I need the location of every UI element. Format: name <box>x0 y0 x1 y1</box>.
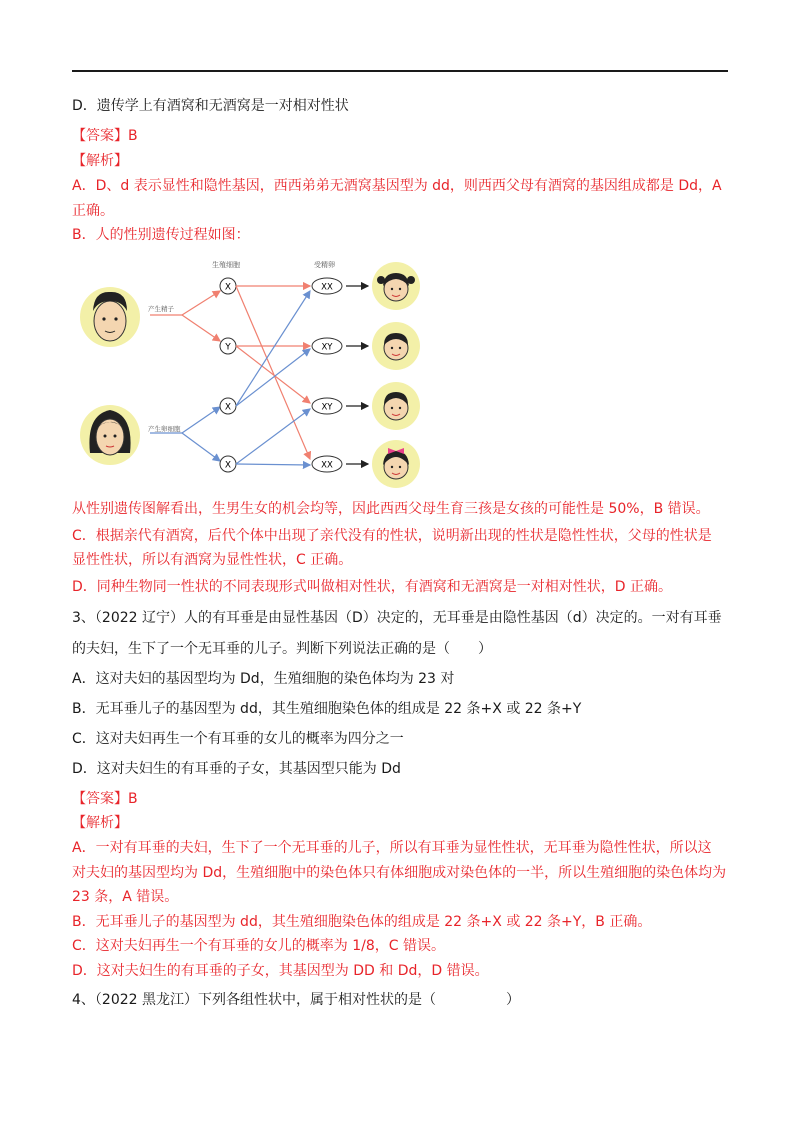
analysis2-d-line: D．这对夫妇生的有耳垂的子女，其基因型为 DD 和 Dd，D 错误。 <box>72 963 489 979</box>
egg-x-2 <box>220 456 236 472</box>
label-produce-egg: 产生卵细胞 <box>148 425 181 433</box>
zygote-xy-2 <box>312 398 342 414</box>
svg-text:X: X <box>224 402 232 413</box>
sperm-x <box>220 278 236 294</box>
girl-icon-2 <box>372 440 420 488</box>
sperm-y <box>220 338 236 354</box>
svg-text:Y: Y <box>225 342 231 353</box>
answer-label: 【答案】B <box>72 128 138 144</box>
label-produce-sperm: 产生精子 <box>148 305 174 313</box>
boy-icon-2 <box>372 382 420 430</box>
analysis2-a-line3: 23 条，A 错误。 <box>72 889 179 905</box>
svg-text:X: X <box>224 282 232 293</box>
father-icon <box>80 287 140 347</box>
analysis-a-line1: A．D、d 表示显性和隐性基因，西西弟弟无酒窝基因型为 dd，则西西父母有酒窝的基因组成都是 Dd，A <box>72 178 722 194</box>
top-rule <box>72 70 728 72</box>
question-3-option-b: B．无耳垂儿子的基因型为 dd，其生殖细胞染色体的组成是 22 条+X 或 22 条+Y <box>72 701 582 717</box>
label-zygote: 受精卵 <box>314 261 335 269</box>
question-3-line1: 3、（2022 辽宁）人的有耳垂是由显性基因（D）决定的，无耳垂是由隐性基因（d）决定的。一对有耳垂 <box>72 610 722 626</box>
question-3-option-d: D．这对夫妇生的有耳垂的子女，其基因型只能为 Dd <box>72 761 401 777</box>
analysis-label: 【解析】 <box>72 153 128 169</box>
analysis-c-line1: C．根据亲代有酒窝，后代个体中出现了亲代没有的性状，说明新出现的性状是隐性性状，父母的性状是 <box>72 528 712 544</box>
analysis2-a-line1: A．一对有耳垂的夫妇，生下了一个无耳垂的儿子，所以有耳垂为显性性状，无耳垂为隐性性状，所以这 <box>72 840 712 856</box>
analysis-c-line2: 显性性状，所以有酒窝为显性性状，C 正确。 <box>72 552 353 568</box>
analysis2-b-line: B．无耳垂儿子的基因型为 dd，其生殖细胞染色体的组成是 22 条+X 或 22 条+Y，B 正确。 <box>72 914 652 930</box>
boy-icon-1 <box>372 322 420 370</box>
analysis-label-2: 【解析】 <box>72 815 128 831</box>
analysis2-c-line: C．这对夫妇再生一个有耳垂的女儿的概率为 1/8，C 错误。 <box>72 938 445 954</box>
label-germ-cells: 生殖细胞 <box>212 261 240 269</box>
mother-icon <box>80 405 140 465</box>
svg-text:X: X <box>224 460 232 471</box>
question-3-option-a: A．这对夫妇的基因型均为 Dd，生殖细胞的染色体均为 23 对 <box>72 671 455 687</box>
analysis-d-line: D．同种生物同一性状的不同表现形式叫做相对性状，有酒窝和无酒窝是一对相对性状，D 正确。 <box>72 579 673 595</box>
answer-label-2: 【答案】B <box>72 791 138 807</box>
question-3-line2: 的夫妇，生下了一个无耳垂的儿子。判断下列说法正确的是（ ） <box>72 641 492 657</box>
question-4-line: 4、（2022 黑龙江）下列各组性状中，属于相对性状的是（ ） <box>72 992 520 1008</box>
egg-x-1 <box>220 398 236 414</box>
option-d-line: D．遗传学上有酒窝和无酒窝是一对相对性状 <box>72 98 349 114</box>
svg-text:XY: XY <box>321 402 333 413</box>
zygote-xy-1 <box>312 338 342 354</box>
analysis-a-line2: 正确。 <box>72 203 114 219</box>
svg-text:XX: XX <box>321 460 333 471</box>
svg-text:XY: XY <box>321 342 333 353</box>
zygote-xx-1 <box>312 278 342 294</box>
analysis2-a-line2: 对夫妇的基因型均为 Dd，生殖细胞中的染色体只有体细胞成对染色体的一半，所以生殖细胞的染色体均为 <box>72 865 727 881</box>
zygote-xx-2 <box>312 456 342 472</box>
analysis-b-conclusion: 从性别遗传图解看出，生男生女的机会均等，因此西西父母生育三孩是女孩的可能性是 50%，B 错误。 <box>72 501 710 517</box>
analysis-b-line: B．人的性别遗传过程如图： <box>72 227 250 243</box>
sex-inheritance-diagram <box>72 255 452 495</box>
girl-icon-1 <box>372 262 420 310</box>
svg-text:XX: XX <box>321 282 333 293</box>
question-3-option-c: C．这对夫妇再生一个有耳垂的女儿的概率为四分之一 <box>72 731 404 747</box>
